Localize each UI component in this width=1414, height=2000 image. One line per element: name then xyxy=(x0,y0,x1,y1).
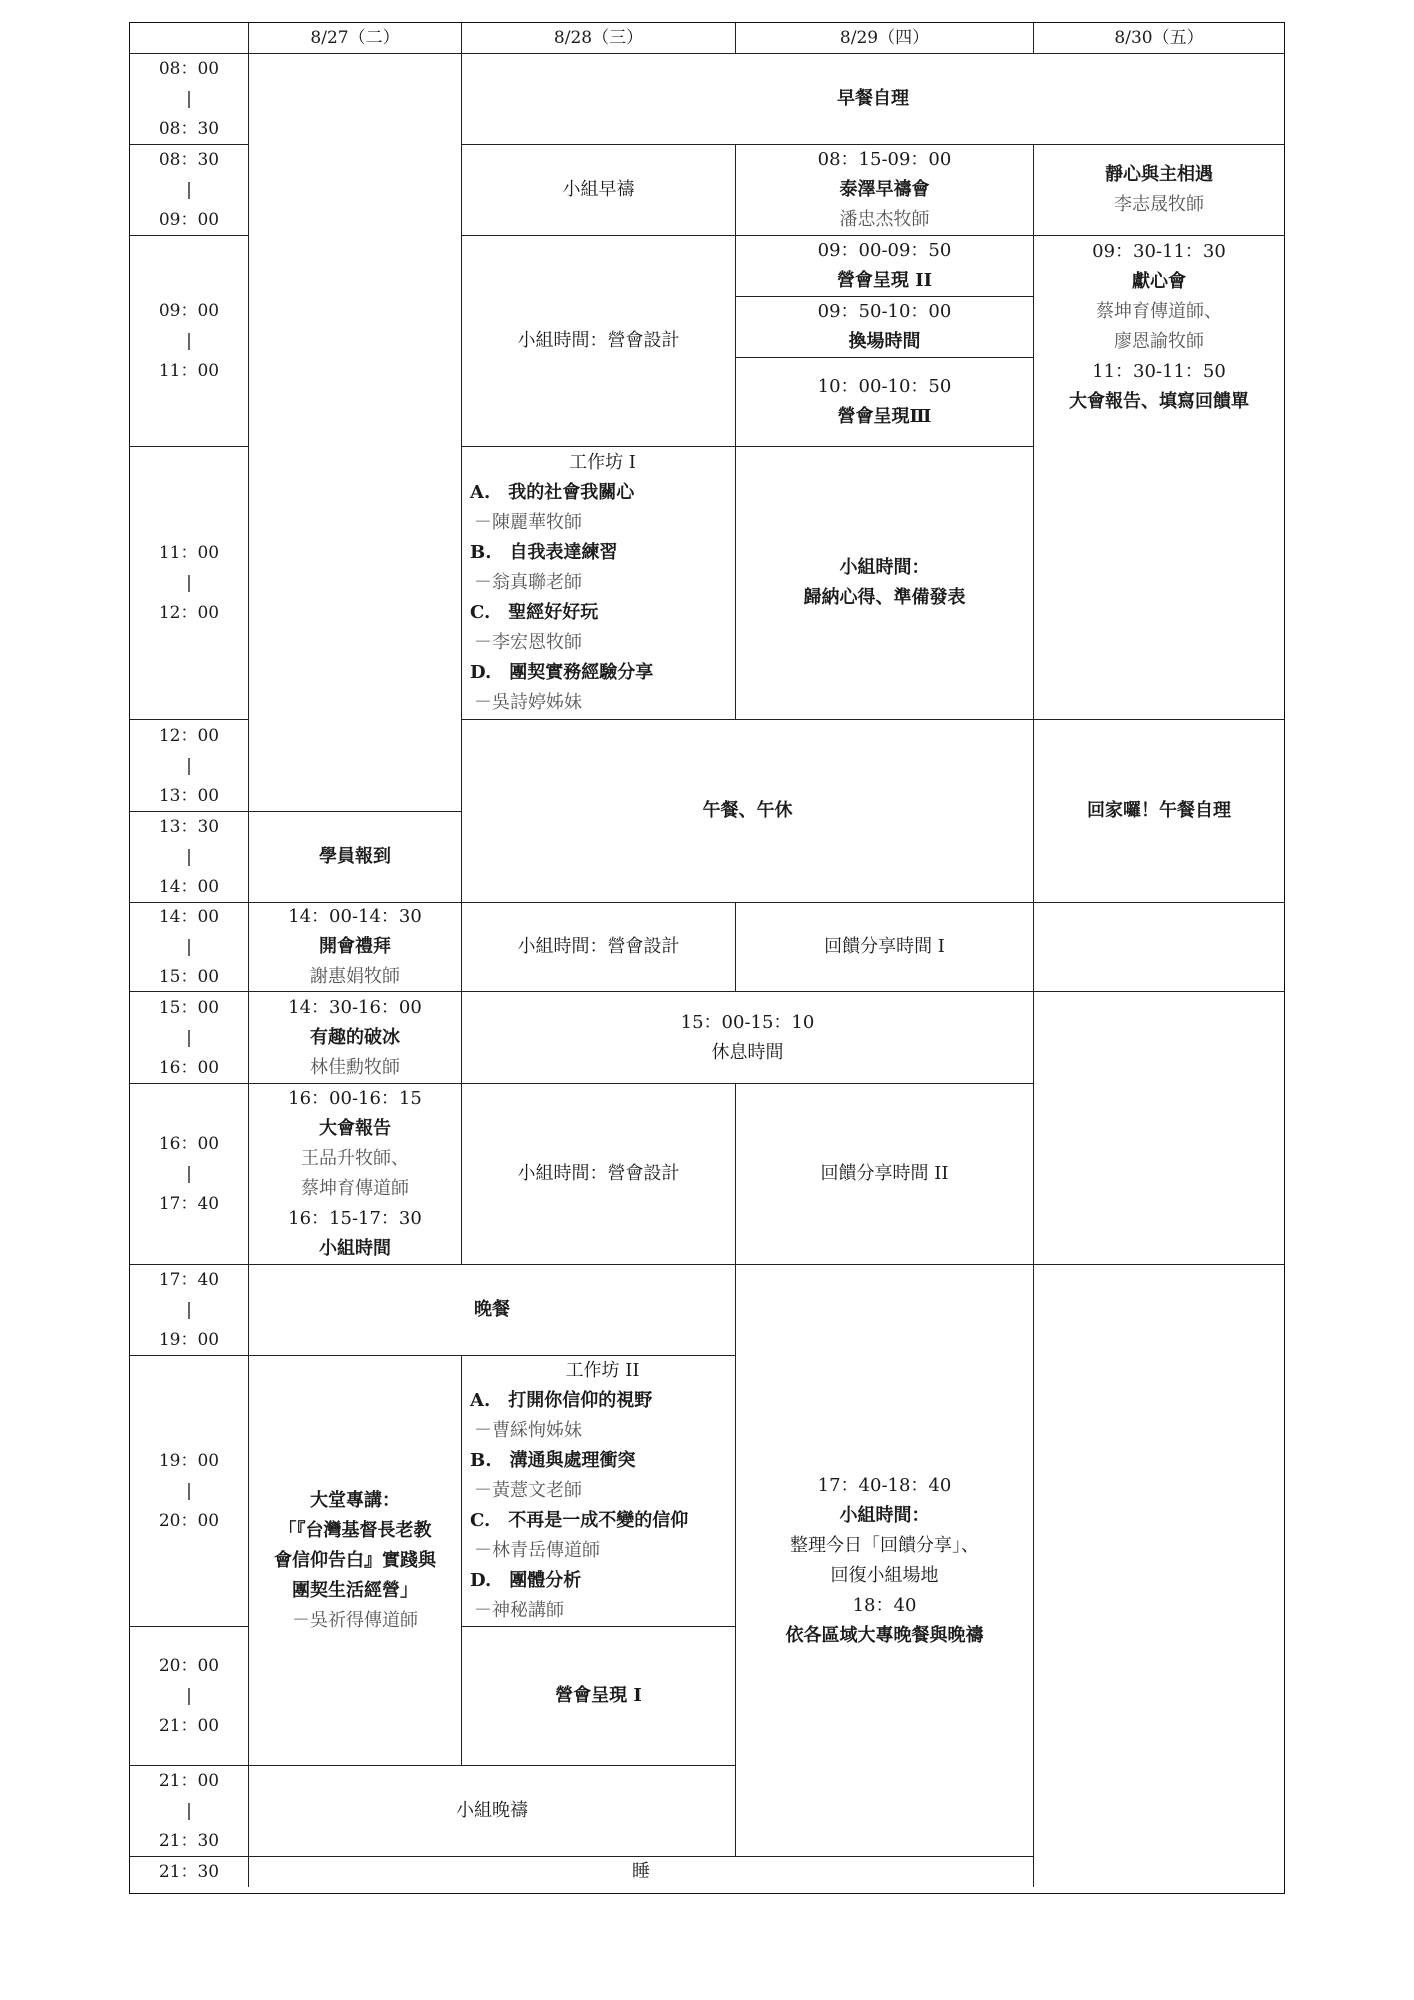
time-slot-1330: 13：30 | 14：00 xyxy=(130,812,249,903)
header-wed: 8/28（三） xyxy=(462,23,736,54)
dinner: 晚餐 xyxy=(249,1265,736,1356)
sleep: 睡 xyxy=(249,1857,1034,1887)
fri-empty-afternoon xyxy=(1034,992,1284,1265)
time-slot-1100: 11：00 | 12：00 xyxy=(130,447,249,720)
evening-prayer: 小組晚禱 xyxy=(249,1766,736,1857)
wed-group-design-2: 小組時間：營會設計 xyxy=(462,903,736,992)
time-slot-1400: 14：00 | 15：00 xyxy=(130,903,249,992)
time-slot-1600: 16：00 | 17：40 xyxy=(130,1084,249,1265)
fri-quiet-time: 靜心與主相遇 李志晟牧師 xyxy=(1034,145,1284,236)
time-slot-0900: 09：00 | 11：00 xyxy=(130,236,249,447)
fri-empty-evening xyxy=(1034,1265,1284,1887)
thu-feedback-1: 回饋分享時間 I xyxy=(736,903,1034,992)
main-lecture: 大堂專講： 「『台灣基督長老教 會信仰告白』實踐與 團契生活經營」 －吳祈得傳道師 xyxy=(249,1356,462,1766)
workshop-1: 工作坊 I A. 我的社會我關心 －陳麗華牧師 B. 自我表達練習 －翁真聯老師 C. 聖經好好玩 －李宏恩牧師 D. 團契實務經驗分享 －吳詩婷姊妹 xyxy=(462,447,736,720)
camp-presentation-1: 營會呈現 I xyxy=(462,1627,736,1766)
wed-morning-prayer: 小組早禱 xyxy=(462,145,736,236)
thu-camp-presentations xyxy=(736,236,1034,447)
fri-dedication-service: 09：30-11：30 獻心會 蔡坤育傳道師、 廖恩諭牧師 11：30-11：50 大會報告、填寫回饋單 xyxy=(1034,236,1284,720)
time-slot-2000: 20：00 | 21：00 xyxy=(130,1627,249,1766)
time-slot-2130: 21：30 xyxy=(130,1857,249,1887)
fri-empty-1400 xyxy=(1034,903,1284,992)
opening-worship: 14：00-14：30 開會禮拜 謝惠娟牧師 xyxy=(249,903,462,992)
header-tue: 8/27（二） xyxy=(249,23,462,54)
time-slot-1900: 19：00 | 20：00 xyxy=(130,1356,249,1627)
tue-general-report: 16：00-16：15 大會報告 王品升牧師、 蔡坤育傳道師 16：15-17：30 小組時間 xyxy=(249,1084,462,1265)
breakfast-cell: 早餐自理 xyxy=(462,54,1284,145)
schedule-table xyxy=(129,22,1285,1894)
thu-feedback-2: 回饋分享時間 II xyxy=(736,1084,1034,1265)
fri-go-home: 回家囉！午餐自理 xyxy=(1034,720,1284,903)
thu-camp-presentation-3: 10：00-10：50 營會呈現Ⅲ xyxy=(817,376,952,427)
thu-evening-group: 17：40-18：40 小組時間： 整理今日「回饋分享」、 回復小組場地 18：40 依各區域大專晚餐與晚禱 xyxy=(736,1265,1034,1857)
header-fri: 8/30（五） xyxy=(1034,23,1284,54)
icebreaker: 14：30-16：00 有趣的破冰 林佳勳牧師 xyxy=(249,992,462,1084)
registration: 學員報到 xyxy=(249,812,462,903)
header-blank xyxy=(130,23,249,54)
workshop-2: 工作坊 II A. 打開你信仰的視野 －曹綵恂姊妹 B. 溝通與處理衝突 －黃薏文老師 C. 不再是一成不變的信仰 －林青岳傳道師 D. 團體分析 －神秘講師 xyxy=(462,1356,736,1627)
time-slot-1740: 17：40 | 19：00 xyxy=(130,1265,249,1356)
break-time: 15：00-15：10 休息時間 xyxy=(462,992,1034,1084)
time-slot-2100: 21：00 | 21：30 xyxy=(130,1766,249,1857)
time-slot-1200: 12：00 | 13：00 xyxy=(130,720,249,812)
header-thu: 8/29（四） xyxy=(736,23,1034,54)
wed-group-design: 小組時間：營會設計 xyxy=(462,236,736,447)
thu-taize-prayer: 08：15-09：00 泰澤早禱會 潘忠杰牧師 xyxy=(736,145,1034,236)
time-slot-0800: 08：00 | 08：30 xyxy=(130,54,249,145)
time-slot-1500: 15：00 | 16：00 xyxy=(130,992,249,1084)
tue-empty-morning xyxy=(249,54,462,812)
thu-transition-time: 09：50-10：00 換場時間 xyxy=(736,297,1033,358)
time-slot-0830: 08：30 | 09：00 xyxy=(130,145,249,236)
lunch-rest: 午餐、午休 xyxy=(462,720,1034,903)
wed-group-design-3: 小組時間：營會設計 xyxy=(462,1084,736,1265)
thu-camp-presentation-2: 09：00-09：50 營會呈現 II xyxy=(736,236,1033,297)
thu-group-reflection: 小組時間： 歸納心得、準備發表 xyxy=(736,447,1034,720)
